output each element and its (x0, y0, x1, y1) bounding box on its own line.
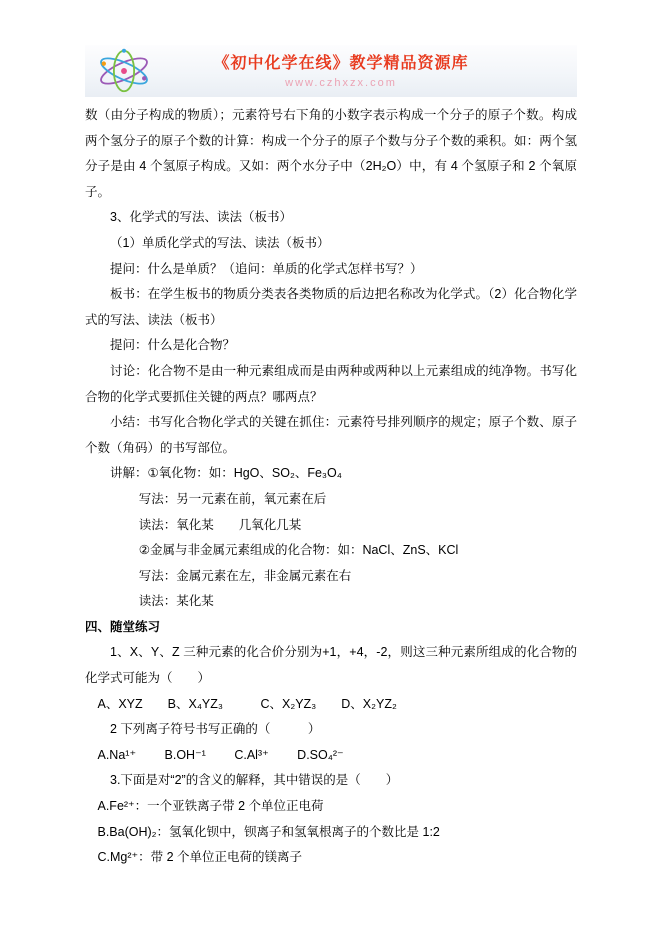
paragraph: 提问：什么是单质？（追问：单质的化学式怎样书写？） (110, 261, 423, 276)
paragraph: 小结：书写化合物化学式的关键在抓住：元素符号排列顺序的规定；原子个数、原子个数（角码）的书写部位。 (85, 415, 577, 455)
paragraph: 板书：在学生板书的物质分类表各类物质的后边把名称改为化学式。（2）化合物化学式的写法、读法（板书） (85, 287, 577, 327)
document-body (85, 103, 577, 871)
atom-logo-icon (95, 48, 153, 94)
paragraph: 数（由分子构成的物质）；元素符号右下角的小数字表示构成一个分子的原子个数。构成两个氢分子的原子个数的计算：构成一个分子的原子个数与分子个数的乘积。如：两个氢分子是由 4 个氢原子构成。又如：两个水分子中（2H₂O）中，有 4 个氢原子和 2 个氧原子。 (85, 108, 577, 199)
paragraph: 提问：什么是化合物？ (110, 338, 236, 353)
site-title: 《初中化学在线》教学精品资源库 (213, 54, 469, 72)
paragraph: B.Ba(OH)₂：氢氧化钡中，钡离子和氢氧根离子的个数比是 1:2 (97, 824, 440, 839)
paragraph: A、XYZ B、X₄YZ₃ C、X₂YZ₃ D、X₂YZ₂ (97, 696, 397, 711)
paragraph: 3、化学式的写法、读法（板书） (110, 210, 292, 225)
paragraph: 1、X、Y、Z 三种元素的化合价分别为+1，+4，-2，则这三种元素所组成的化合物的化学式可能为（ ） (85, 645, 577, 686)
header-banner (85, 45, 577, 97)
paragraph: A.Fe²⁺：一个亚铁离子带 2 个单位正电荷 (97, 799, 324, 814)
paragraph: 读法：氧化某 几氧化几某 (138, 517, 302, 532)
paragraph: 写法：另一元素在前，氧元素在后 (138, 491, 327, 506)
paragraph: 读法：某化某 (138, 594, 214, 609)
paragraph: 2 下列离子符号书写正确的（ ） (110, 722, 321, 737)
paragraph: ②金属与非金属元素组成的化合物：如：NaCl、ZnS、KCl (138, 543, 459, 558)
header-text-block (153, 54, 577, 89)
paragraph: 讲解：①氧化物：如：HgO、SO₂、Fe₃O₄ (110, 466, 342, 481)
paragraph: （1）单质化学式的写法、读法（板书） (110, 235, 330, 250)
section-heading: 四、随堂练习 (85, 619, 161, 634)
paragraph: 3.下面是对“2”的含义的解释，其中错误的是（ ） (110, 773, 399, 788)
paragraph: 写法：金属元素在左，非金属元素在右 (138, 568, 352, 583)
site-url: www.czhxzx.com (285, 76, 397, 89)
paragraph: A.Na¹⁺ B.OH⁻¹ C.Al³⁺ D.SO₄²⁻ (97, 747, 344, 762)
paragraph: 讨论：化合物不是由一种元素组成而是由两种或两种以上元素组成的纯净物。书写化合物的化学式要抓住关键的两点？哪两点？ (85, 363, 577, 404)
paragraph: C.Mg²⁺：带 2 个单位正电荷的镁离子 (97, 850, 303, 865)
